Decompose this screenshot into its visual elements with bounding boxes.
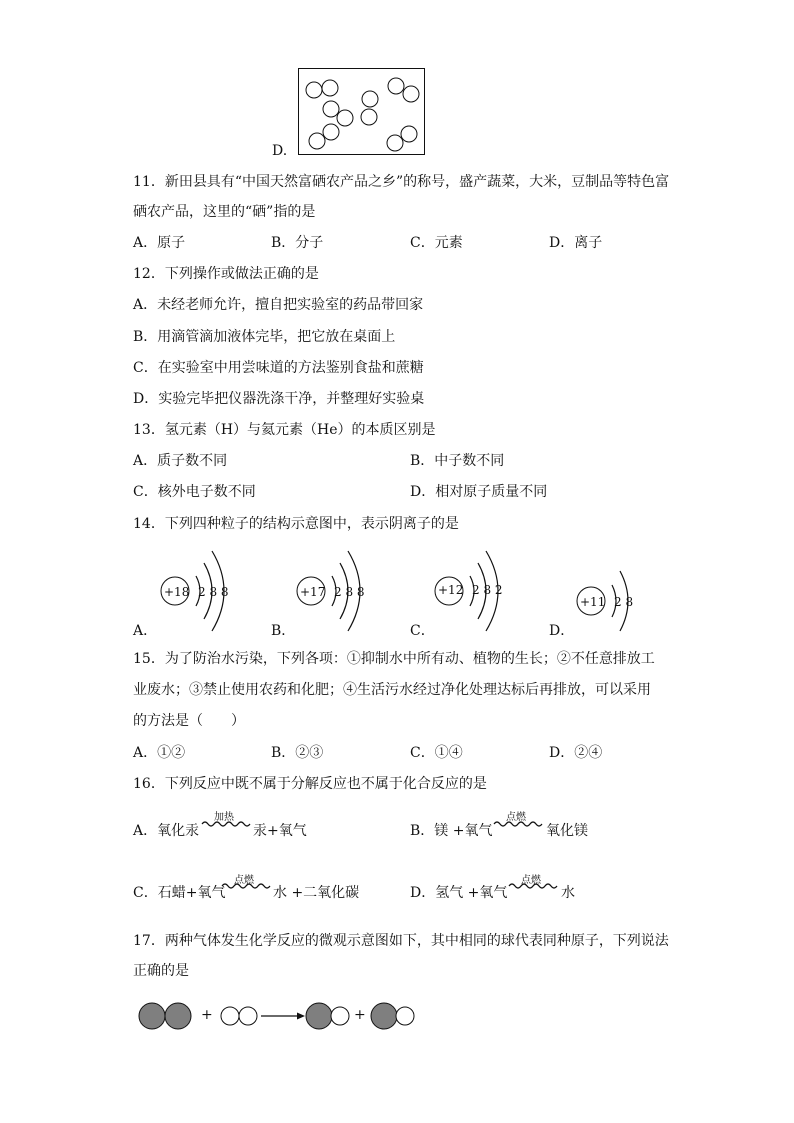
- q15-option-d: D．②④: [549, 745, 603, 761]
- particle: [337, 110, 353, 126]
- q12-option-c: C．在实验室中用尝味道的方法鉴别食盐和蔗糖: [133, 360, 424, 376]
- q16-option-a-product: 汞+氧气: [253, 823, 307, 839]
- q14-label-d: D．: [549, 623, 575, 639]
- q12-option-a: A．未经老师允许，擅自把实验室的药品带回家: [133, 297, 424, 313]
- particle: [362, 91, 378, 107]
- electron-counts-c: 2 8 2: [472, 583, 503, 597]
- white-atom: [221, 1007, 239, 1025]
- arrow-head: [297, 1013, 305, 1020]
- q14-label-a: A．: [133, 623, 158, 639]
- particle: [388, 78, 404, 94]
- q17-plus-2: +: [354, 1007, 366, 1023]
- nucleus-charge-b: +17: [300, 585, 326, 599]
- reaction-arrow-b: [493, 820, 547, 828]
- q13-option-b: B．中子数不同: [410, 453, 505, 469]
- particle: [322, 80, 338, 96]
- q11-stem-line2: 硒农产品，这里的“硒”指的是: [133, 204, 316, 220]
- q16-option-d-reactant: D．氢气 +氧气: [410, 885, 508, 901]
- gray-atom: [371, 1003, 397, 1029]
- electron-counts-a: 2 8 8: [198, 585, 229, 599]
- gray-atom: [165, 1003, 191, 1029]
- white-atom: [396, 1007, 414, 1025]
- q10-option-d-label: D.: [272, 143, 288, 159]
- white-atom: [331, 1007, 349, 1025]
- q13-stem: 13．氢元素（H）与氦元素（He）的本质区别是: [133, 422, 436, 438]
- particle: [323, 101, 339, 117]
- q14-label-b: B．: [271, 623, 296, 639]
- electron-counts-d: 2 8: [614, 595, 634, 609]
- q16-option-d-condition: 点燃: [521, 875, 541, 886]
- q16-option-d-product: 水: [561, 885, 575, 901]
- q17-plus-1: +: [201, 1007, 213, 1023]
- q11-option-a: A．原子: [133, 235, 186, 251]
- q16-option-a-reactant: A．氧化汞: [133, 823, 200, 839]
- q15-stem-line3: 的方法是（ ）: [133, 713, 245, 729]
- q16-option-c-reactant: C．石蜡+氧气: [133, 885, 226, 901]
- q11-option-c: C．元素: [410, 235, 463, 251]
- q13-option-c: C．核外电子数不同: [133, 484, 256, 500]
- q16-option-b-condition: 点燃: [506, 812, 526, 823]
- particle: [361, 109, 377, 125]
- reaction-arrow-c: [221, 882, 275, 890]
- particle: [323, 124, 339, 140]
- nucleus-charge-d: +11: [580, 595, 606, 609]
- q12-stem: 12．下列操作或做法正确的是: [133, 266, 319, 282]
- q12-option-b: B．用滴管滴加液体完毕，把它放在桌面上: [133, 329, 396, 345]
- q17-reaction-diagram: [135, 1000, 425, 1032]
- q14-stem: 14．下列四种粒子的结构示意图中，表示阴离子的是: [133, 516, 459, 532]
- nucleus-charge-a: +18: [164, 585, 190, 599]
- q17-stem-line1: 17．两种气体发生化学反应的微观示意图如下，其中相同的球代表同种原子，下列说法: [133, 933, 669, 949]
- q11-option-d: D．离子: [549, 235, 603, 251]
- reaction-arrow-d: [508, 882, 562, 890]
- q14-label-c: C．: [410, 623, 435, 639]
- q16-option-b-reactant: B．镁 +氧气: [410, 823, 493, 839]
- q17-stem-line2: 正确的是: [133, 963, 189, 979]
- q10-particle-box: [298, 68, 426, 156]
- reaction-arrow-a: [201, 820, 255, 828]
- gray-atom: [139, 1003, 165, 1029]
- white-atom: [239, 1007, 257, 1025]
- q16-stem: 16．下列反应中既不属于分解反应也不属于化合反应的是: [133, 776, 487, 792]
- nucleus-charge-c: +12: [438, 583, 464, 597]
- q16-option-c-condition: 点燃: [234, 875, 254, 886]
- particle: [309, 133, 325, 149]
- q15-stem-line1: 15．为了防治水污染，下列各项：①抑制水中所有动、植物的生长；②不任意排放工: [133, 651, 655, 667]
- q15-option-b: B．②③: [271, 745, 324, 761]
- particle: [401, 126, 417, 142]
- q15-stem-line2: 业废水；③禁止使用农药和化肥；④生活污水经过净化处理达标后再排放，可以采用: [133, 682, 651, 698]
- q16-option-b-product: 氧化镁: [546, 823, 588, 839]
- gray-atom: [306, 1003, 332, 1029]
- q15-option-a: A．①②: [133, 745, 186, 761]
- particle: [387, 135, 403, 151]
- particle: [306, 82, 322, 98]
- q13-option-d: D．相对原子质量不同: [410, 484, 548, 500]
- q11-option-b: B．分子: [271, 235, 324, 251]
- q13-option-a: A．质子数不同: [133, 453, 228, 469]
- particle: [403, 86, 419, 102]
- electron-counts-b: 2 8 8: [334, 585, 365, 599]
- q16-option-c-product: 水 +二氧化碳: [273, 885, 360, 901]
- q15-option-c: C．①④: [410, 745, 463, 761]
- q12-option-d: D．实验完毕把仪器洗涤干净，并整理好实验桌: [133, 391, 425, 407]
- q16-option-a-condition: 加热: [214, 812, 234, 823]
- q11-stem-line1: 11．新田县具有“中国天然富硒农产品之乡”的称号，盛产蔬菜，大米，豆制品等特色富: [133, 174, 670, 190]
